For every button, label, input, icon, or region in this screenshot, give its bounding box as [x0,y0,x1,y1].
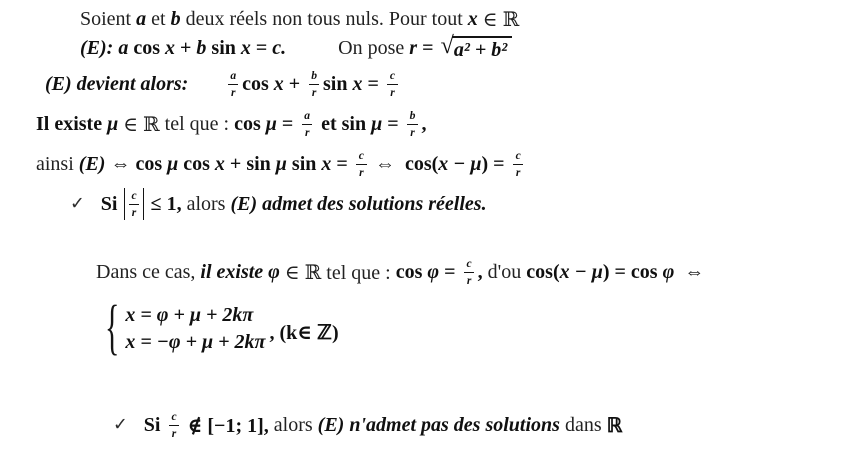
text-segment: Si [143,413,166,436]
fraction-denominator: r [129,204,140,219]
fraction-numerator: c [515,148,521,162]
text-segment: (E) [45,72,77,95]
fraction-numerator: c [171,409,177,423]
text-segment: μ [371,112,383,135]
fraction-denominator: r [513,164,524,179]
text-segment: ∈ ℝ [123,113,165,136]
checkmark-icon: ✓ [113,415,128,435]
text-segment: il existe φ [200,260,285,283]
text-segment: = [276,112,299,135]
text-segment: μ [275,152,287,175]
text-segment: alors [268,413,318,436]
system-row: x = −φ + μ + 2kπ [125,331,266,353]
fraction [464,258,475,286]
text-segment: x [352,72,363,95]
text-segment: Il existe [36,112,108,135]
text-segment: = [417,36,439,59]
text-segment: ≤ 1, [145,192,182,215]
fraction-numerator: c [466,256,472,270]
fraction-denominator: r [302,124,313,139]
text-segment: ℝ [606,414,623,437]
text-segment: μ [265,112,277,135]
text-segment: = [250,36,273,59]
fraction [168,411,179,439]
text-segment: (E): [80,36,119,59]
text-segment: ainsi [36,152,79,175]
text-segment: deux réels non tous nuls. Pour tout [180,7,468,30]
text-segment: x [467,7,478,30]
text-segment: = [382,112,404,135]
equation-system [105,294,339,362]
fraction [513,150,524,178]
text-segment: devient alors: [76,72,189,95]
text-segment: φ [427,260,445,283]
fraction-numerator: c [389,68,396,82]
text-segment: et [146,7,171,30]
fraction [387,70,398,98]
text-segment: c. [272,36,287,59]
no-solutions-line [113,402,622,448]
dans-ce-cas-line [96,252,704,292]
text-segment: x [240,36,251,59]
text-segment: ⇔ [369,152,405,175]
fraction-denominator: r [464,272,475,287]
fraction [128,190,139,218]
text-segment: x [273,72,284,95]
text-segment: ) = [481,152,510,175]
text-segment: + sin [224,152,276,175]
text-segment: μ [167,152,179,175]
text-segment: μ [107,112,124,135]
text-segment: x [165,36,175,59]
text-segment: dans [564,413,607,436]
text-segment: a [136,7,147,30]
devient-alors-line [45,64,401,104]
text-segment: = [331,152,353,175]
text-segment: Soient [80,7,137,30]
text-segment: On pose [338,36,410,59]
fraction-denominator: r [356,164,367,179]
text-segment: = [444,260,461,283]
text-segment: sin [286,152,322,175]
fraction [301,110,313,138]
fraction [407,110,419,138]
fraction [308,70,320,98]
text-segment: ⇔ [110,152,136,175]
fraction [356,150,367,178]
system-row: x = φ + μ + 2kπ [125,304,254,326]
text-segment: , [421,112,427,135]
text-segment: + [283,72,306,95]
square-root-expression [440,31,512,61]
text-segment: n'admet pas des solutions [349,413,565,436]
text-segment: ∉ [−1; 1], [182,414,269,437]
ainsi-equivalence-line [36,144,527,184]
text-segment: cos [128,36,165,59]
fraction-denominator: r [387,84,398,99]
fraction-numerator: c [131,188,137,202]
left-brace-icon: { [105,294,120,362]
text-segment: cos( [404,152,439,175]
text-segment: x − μ [559,260,603,283]
fraction-numerator: a [230,68,237,82]
text-segment: x − μ [438,152,482,175]
solutions-reelles-line [70,184,487,224]
text-segment: , [477,260,488,283]
text-segment: sin [206,36,241,59]
existe-mu-line [36,104,426,144]
text-segment: a [118,36,129,59]
text-segment: r [409,36,418,59]
fraction-denominator: r [169,425,180,440]
fraction-denominator: r [309,84,320,99]
fraction-numerator: b [311,68,317,82]
text-segment: tel que : [164,112,235,135]
text-segment: Si [100,192,123,215]
text-segment: (E) [230,192,263,215]
fraction-denominator: r [228,84,239,99]
fraction-denominator: r [407,124,418,139]
text-segment: (E) [78,152,111,175]
text-segment: cos [234,112,266,135]
text-segment: ⇔ [679,260,705,283]
fraction-numerator: a [304,108,311,122]
text-segment: cos( [526,260,560,283]
radical-icon: √ [440,31,454,59]
text-segment: ∈ ℝ tel que : [284,261,396,284]
text-segment: d'ou [487,260,527,283]
text-segment: = [362,72,384,95]
text-segment: x [214,152,225,175]
radicand: a² + b² [452,36,512,61]
system-condition: , (k∈ ℤ) [269,321,339,344]
text-segment: ) = cos [602,260,663,283]
system-rows [125,302,265,356]
text-segment: cos [395,260,428,283]
absolute-value-bars [124,188,143,220]
text-segment: cos [178,152,215,175]
solutions-system [105,294,339,362]
equation-definition-line [80,30,512,66]
text-segment: cos [242,72,274,95]
checkmark-icon: ✓ [70,194,85,214]
text-segment: sin [341,112,372,135]
text-segment: + [175,36,197,59]
text-segment: b [170,7,181,30]
text-segment: (E) [317,413,350,436]
text-segment: cos [135,152,168,175]
text-segment: φ [662,260,680,283]
text-segment: b [196,36,207,59]
fraction-numerator: b [409,108,416,122]
text-segment: ∈ ℝ [477,8,520,31]
text-segment: sin [323,72,353,95]
fraction [227,70,239,98]
text-segment: admet des solutions réelles. [262,192,487,215]
text-segment: x [321,152,332,175]
text-segment: et [316,112,342,135]
fraction-numerator: c [358,148,364,162]
text-segment: alors [181,192,231,215]
text-segment: Dans ce cas, [96,260,201,283]
